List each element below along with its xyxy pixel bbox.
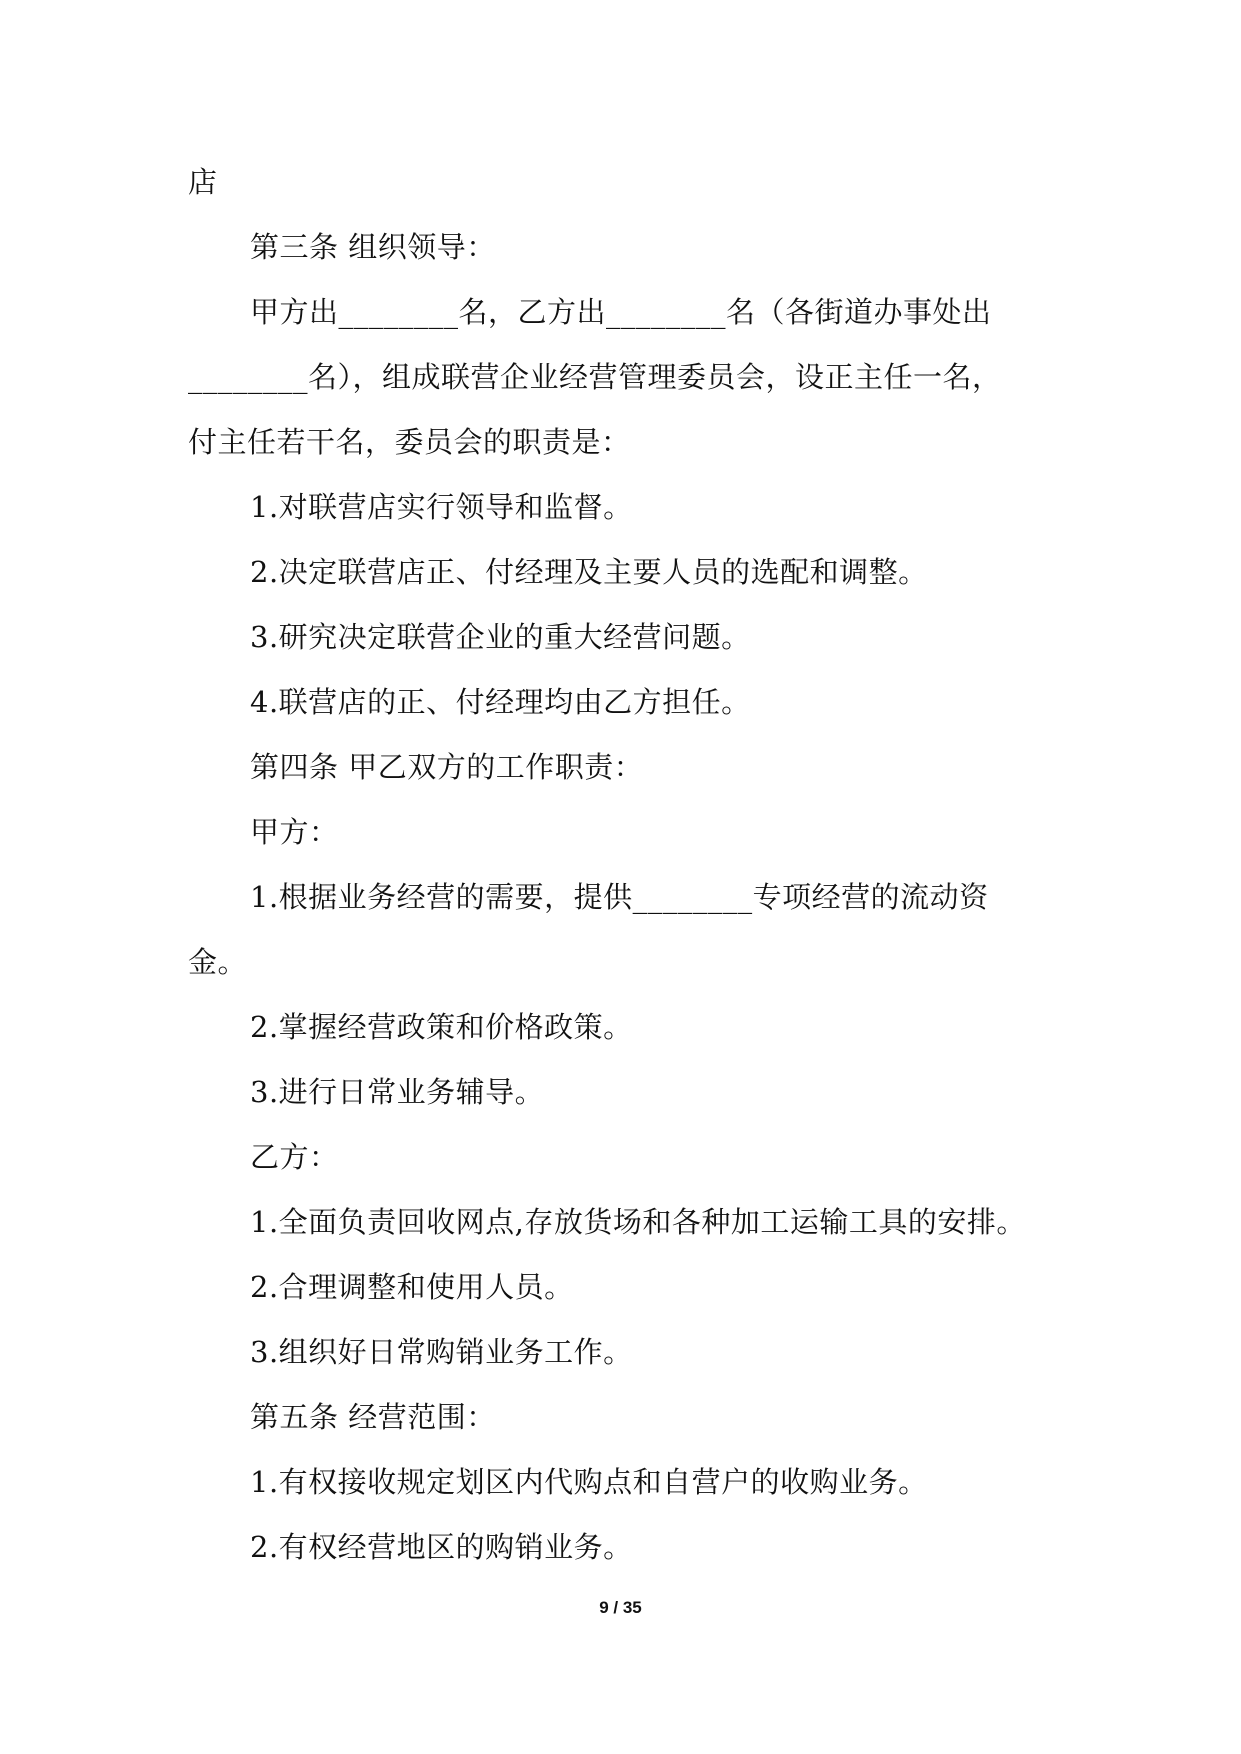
list-item: 1.有权接收规定划区内代购点和自营户的收购业务。: [250, 1465, 928, 1499]
text-line: ________名），组成联营企业经营管理委员会，设正主任一名，: [188, 360, 1002, 394]
text-line: 金。: [188, 945, 248, 979]
article-heading: 第五条 经营范围：: [250, 1400, 496, 1434]
list-item: 3.进行日常业务辅导。: [250, 1075, 545, 1109]
list-item: 2.掌握经营政策和价格政策。: [250, 1010, 633, 1044]
list-item: 1.全面负责回收网点,存放货场和各种加工运输工具的安排。: [250, 1205, 1026, 1239]
section-label: 乙方：: [250, 1140, 339, 1174]
list-item: 2.合理调整和使用人员。: [250, 1270, 574, 1304]
page-number: 9 / 35: [599, 1598, 642, 1617]
list-item: 3.研究决定联营企业的重大经营问题。: [250, 620, 751, 654]
list-item: 4.联营店的正、付经理均由乙方担任。: [250, 685, 751, 719]
section-label: 甲方：: [250, 815, 339, 849]
list-item: 1.对联营店实行领导和监督。: [250, 490, 633, 524]
text-line: 甲方出________名，乙方出________名（各街道办事处出: [250, 295, 992, 329]
list-item: 2.有权经营地区的购销业务。: [250, 1530, 633, 1564]
article-heading: 第三条 组织领导：: [250, 230, 496, 264]
list-item: 2.决定联营店正、付经理及主要人员的选配和调整。: [250, 555, 928, 589]
text-line: 店: [188, 165, 218, 199]
list-item: 3.组织好日常购销业务工作。: [250, 1335, 633, 1369]
list-item: 1.根据业务经营的需要，提供________专项经营的流动资: [250, 880, 989, 914]
text-line: 付主任若干名，委员会的职责是：: [188, 425, 631, 459]
article-heading: 第四条 甲乙双方的工作职责：: [250, 750, 644, 784]
